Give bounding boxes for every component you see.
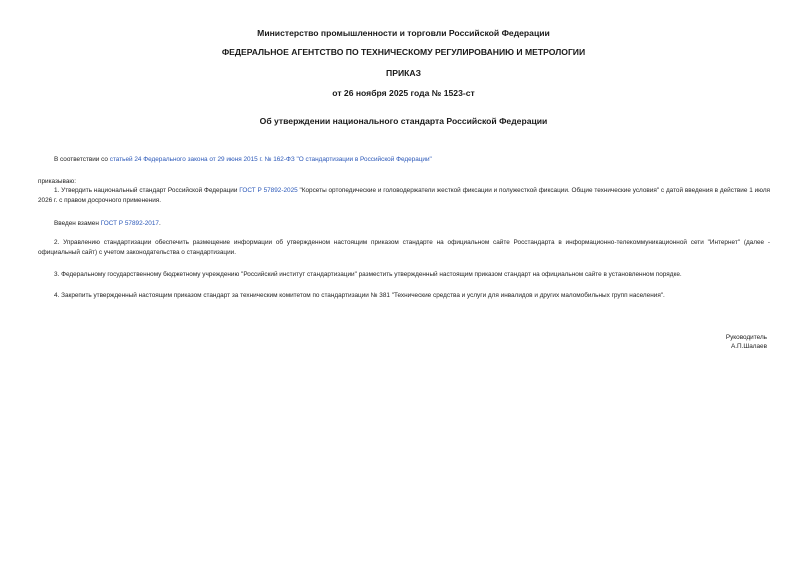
agency-title: ФЕДЕРАЛЬНОЕ АГЕНТСТВО ПО ТЕХНИЧЕСКОМУ РЕГУЛИРОВАНИЮ И МЕТРОЛОГИИ	[221, 47, 586, 57]
item-1-prefix: 1. Утвердить национальный стандарт Российской Федерации	[54, 187, 240, 194]
item-3: 3. Федеральному государственному бюджетному учреждению "Российский институт стандартизации" разместить утвержденный настоящим приказом стандарт на официальном сайте в установленном порядке.	[54, 271, 682, 278]
order-word: приказываю:	[38, 178, 76, 185]
gost-2017-link[interactable]: ГОСТ Р 57892-2017	[100, 220, 159, 227]
gost-2025-link[interactable]: ГОСТ Р 57892-2025	[239, 187, 298, 194]
item-4: 4. Закрепить утвержденный настоящим приказом стандарт за техническим комитетом по стандартизации № 381 "Технические средства и услуги для инвалидов и других маломобильных групп населения".	[54, 292, 665, 299]
preamble-prefix: В соответствии со	[54, 156, 110, 163]
replaced-suffix: .	[158, 220, 161, 227]
item-1	[38, 186, 770, 206]
item-2: 2. Управлению стандартизации обеспечить размещение информации об утвержденном настоящим приказом стандарте на официальном сайте Росстандарта в информационно-телекоммуникационной сети "Интернет" (далее - официальный сайт) с учетом законодательства о стандартизации.	[38, 239, 770, 256]
doc-type: ПРИКАЗ	[386, 68, 421, 78]
doc-subject: Об утверждении национального стандарта Российской Федерации	[259, 116, 548, 126]
item-1-suffix: "Корсеты ортопедические и головодержатели жесткой фиксации и полужесткой фиксации. Общие технические условия" с датой введения в действие 1 июля 2026 г. с правом досрочного применения.	[38, 187, 771, 204]
signature-role: Руководитель	[725, 334, 767, 341]
doc-date-number: от 26 ноября 2025 года № 1523-ст	[332, 88, 475, 98]
preamble	[54, 155, 432, 165]
law-article-link[interactable]: статьей 24 Федерального закона от 29 июня 2015 г. № 162-ФЗ "О стандартизации в Российской Федерации"	[109, 156, 432, 163]
replaced-note	[54, 219, 161, 229]
replaced-prefix: Введен взамен	[54, 220, 101, 227]
ministry-title: Министерство промышленности и торговли Российской Федерации	[257, 28, 550, 38]
signature-name: А.П.Шалаев	[730, 343, 767, 350]
